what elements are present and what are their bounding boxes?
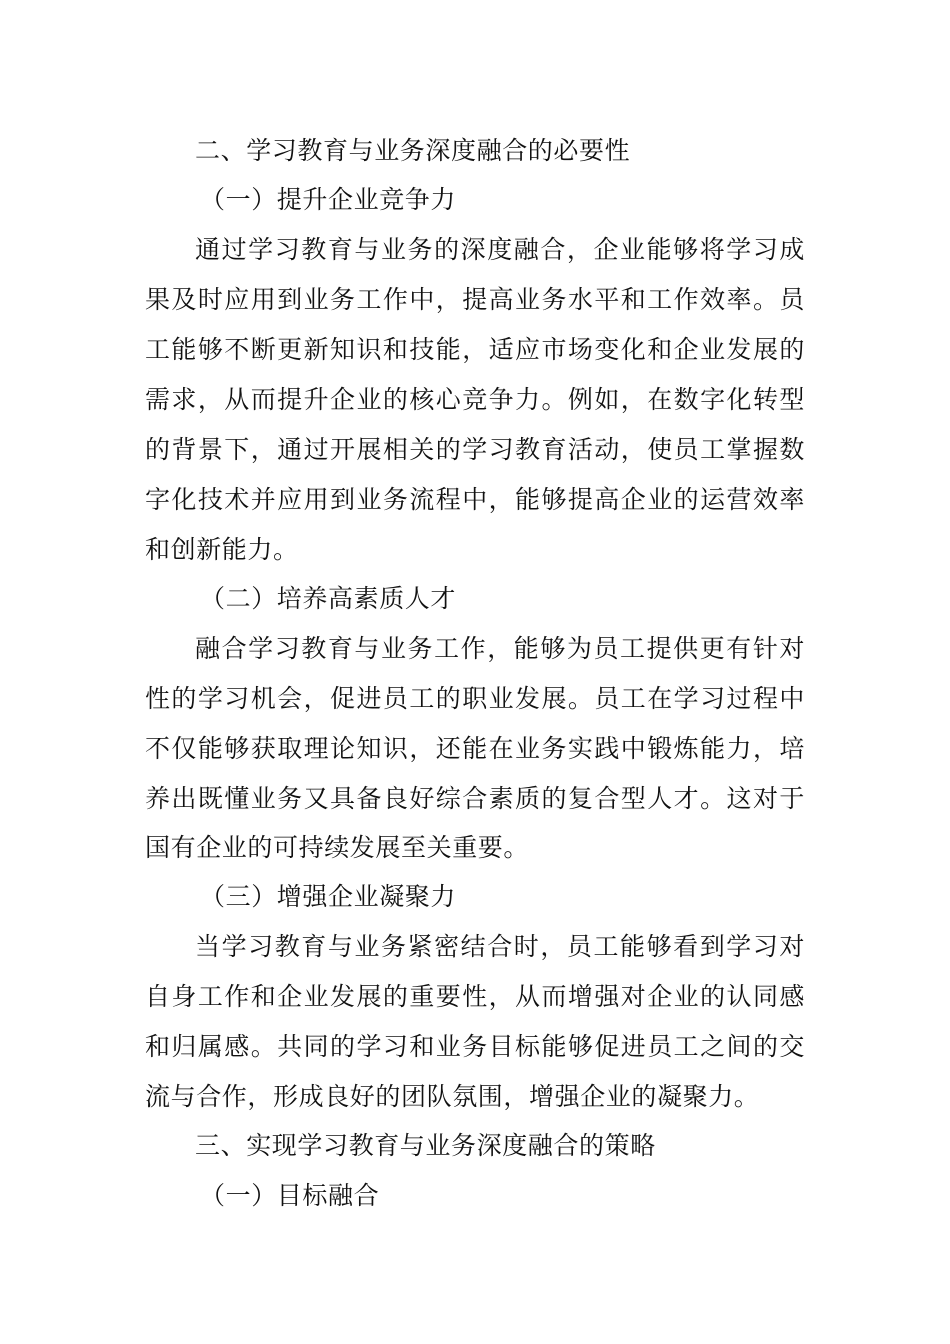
subheading-2-2: （二）培养高素质人才 (200, 584, 457, 613)
subheading-2-1: （一）提升企业竞争力 (200, 185, 457, 214)
paragraph-line: 自身工作和企业发展的重要性，从而增强对企业的认同感 (145, 982, 805, 1011)
paragraph-line: 通过学习教育与业务的深度融合，企业能够将学习成 (195, 235, 805, 264)
paragraph-line: 融合学习教育与业务工作，能够为员工提供更有针对 (195, 634, 805, 663)
paragraph-line: 和归属感。共同的学习和业务目标能够促进员工之间的交 (145, 1032, 805, 1061)
paragraph-line: 性的学习机会，促进员工的职业发展。员工在学习过程中 (145, 684, 805, 713)
paragraph-line: 不仅能够获取理论知识，还能在业务实践中锻炼能力，培 (145, 734, 805, 763)
section-heading-2: 二、学习教育与业务深度融合的必要性 (195, 136, 631, 165)
paragraph-line: 字化技术并应用到业务流程中，能够提高企业的运营效率 (145, 485, 805, 514)
paragraph-line: 国有企业的可持续发展至关重要。 (145, 833, 530, 862)
paragraph-line: 流与合作，形成良好的团队氛围，增强企业的凝聚力。 (145, 1082, 760, 1111)
paragraph-line: 工能够不断更新知识和技能，适应市场变化和企业发展的 (145, 335, 805, 364)
subheading-2-3: （三）增强企业凝聚力 (200, 882, 457, 911)
paragraph-line: 当学习教育与业务紧密结合时，员工能够看到学习对 (195, 932, 805, 961)
paragraph-line: 果及时应用到业务工作中，提高业务水平和工作效率。员 (145, 285, 805, 314)
paragraph-line: 需求，从而提升企业的核心竞争力。例如，在数字化转型 (145, 385, 805, 414)
section-heading-3: 三、实现学习教育与业务深度融合的策略 (195, 1131, 656, 1160)
paragraph-line: 的背景下，通过开展相关的学习教育活动，使员工掌握数 (145, 435, 805, 464)
paragraph-line: 养出既懂业务又具备良好综合素质的复合型人才。这对于 (145, 784, 805, 813)
paragraph-line: 和创新能力。 (145, 535, 299, 564)
subheading-3-1: （一）目标融合 (200, 1181, 380, 1210)
